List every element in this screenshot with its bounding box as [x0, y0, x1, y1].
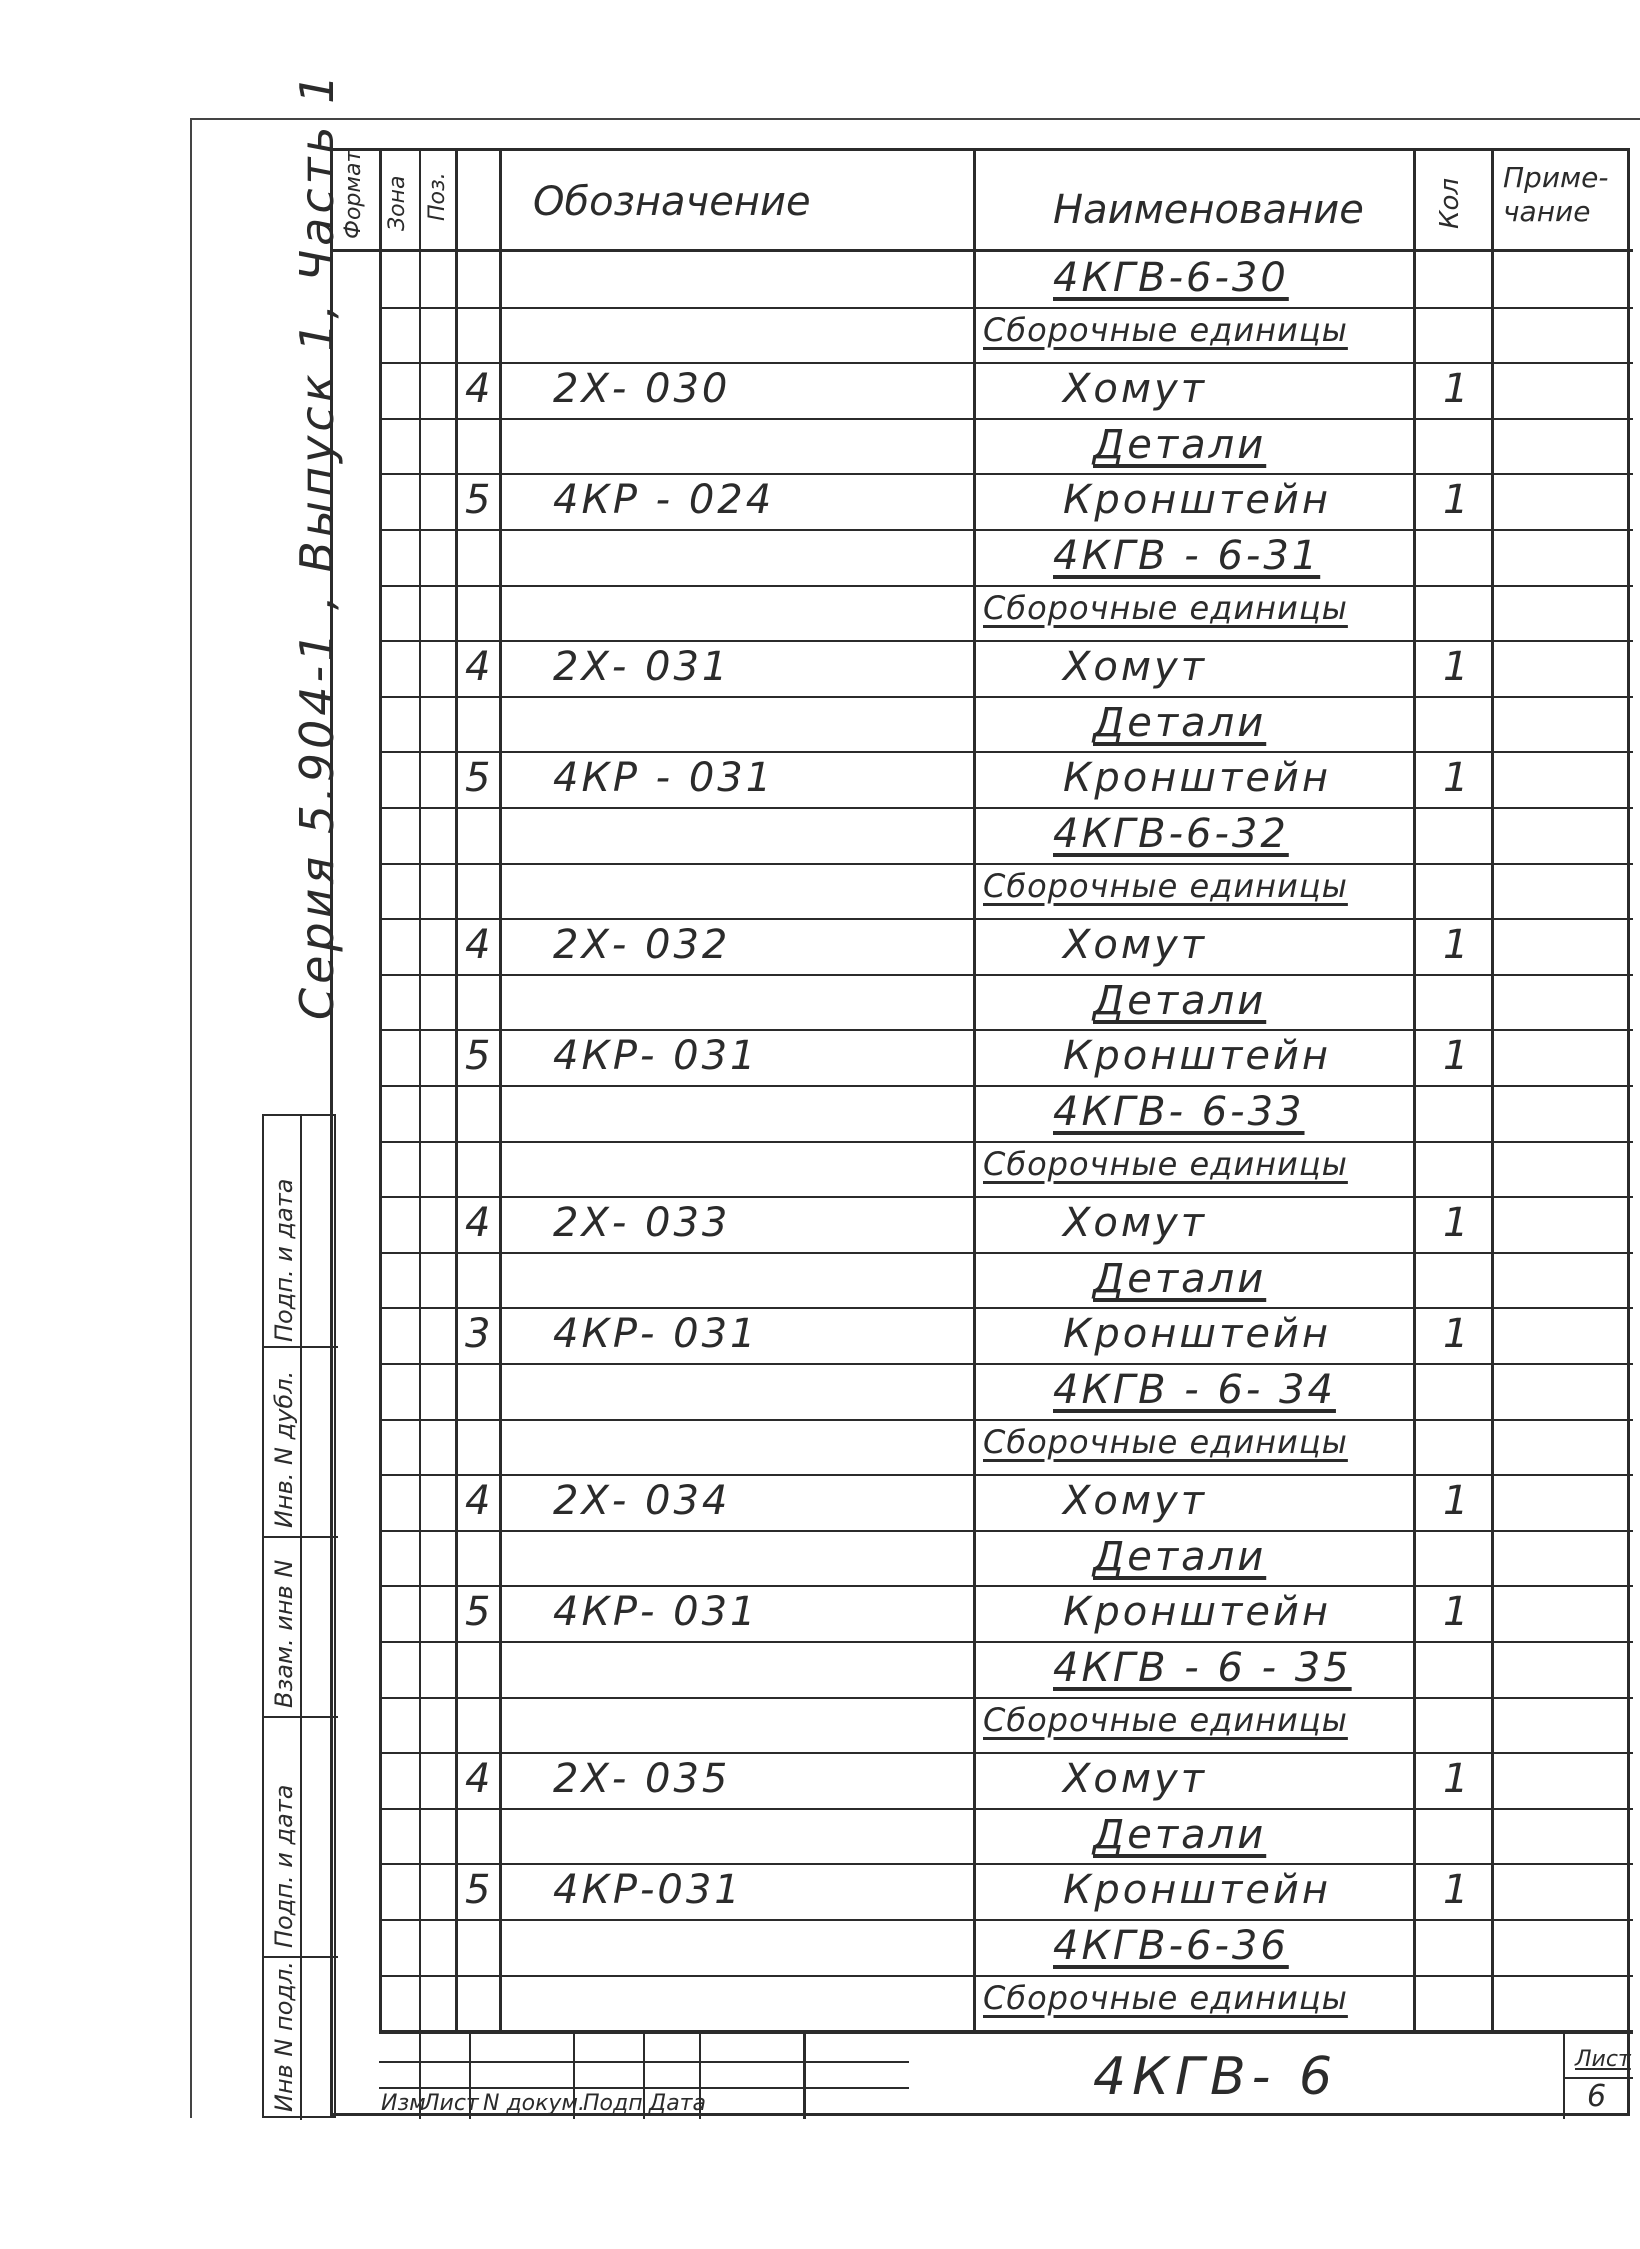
row-divider [379, 473, 1633, 475]
row-divider [379, 918, 1633, 920]
row-divider [379, 1419, 1633, 1421]
row-qty: 1 [1443, 755, 1472, 801]
row-name: Хомут [1063, 922, 1208, 968]
row-pos: 5 [465, 1589, 494, 1635]
row-divider [379, 807, 1633, 809]
row-name: Детали [1093, 422, 1267, 468]
row-name: Детали [1093, 1812, 1267, 1858]
header-bottom-line [333, 249, 1633, 252]
row-name: Хомут [1063, 1200, 1208, 1246]
row-name: 4КГВ-6-36 [1053, 1923, 1289, 1969]
tb-sheet-number: 6 [1587, 2079, 1607, 2114]
row-name: Детали [1093, 1256, 1267, 1302]
row-divider [379, 1252, 1633, 1254]
row-divider [379, 1975, 1633, 1977]
tb-col-sheet [1563, 2031, 1565, 2119]
side-split [300, 1116, 302, 2120]
row-designation: 2Х- 035 [553, 1756, 731, 1802]
row-divider [379, 696, 1633, 698]
row-divider [379, 1919, 1633, 1921]
tb-col-4 [643, 2031, 645, 2119]
row-divider [379, 1530, 1633, 1532]
row-designation: 2Х- 031 [553, 644, 731, 690]
row-divider [379, 1196, 1633, 1198]
row-name: Кронштейн [1063, 1589, 1332, 1635]
row-qty: 1 [1443, 1200, 1472, 1246]
col-line-format [379, 151, 382, 2031]
row-pos: 4 [465, 922, 494, 968]
row-name: 4КГВ - 6 - 35 [1053, 1645, 1352, 1691]
row-pos: 4 [465, 644, 494, 690]
col-line-qty [1413, 151, 1416, 2031]
col-line-name [973, 151, 976, 2031]
tb-col-6 [803, 2031, 806, 2119]
row-designation: 2Х- 033 [553, 1200, 731, 1246]
row-divider [379, 529, 1633, 531]
row-name: Хомут [1063, 644, 1208, 690]
row-divider [379, 418, 1633, 420]
row-divider [379, 1808, 1633, 1810]
row-divider [379, 307, 1633, 309]
row-name: 4КГВ-6-30 [1053, 255, 1289, 301]
row-qty: 1 [1443, 1478, 1472, 1524]
col-line-designation [499, 151, 502, 2031]
row-divider [379, 1697, 1633, 1699]
header-designation: Обозначение [533, 179, 811, 225]
row-divider [379, 1085, 1633, 1087]
row-designation: 4КР - 031 [553, 755, 775, 801]
row-divider [379, 863, 1633, 865]
header-zone: Зона [385, 175, 410, 231]
side-podp-data-1: Подп. и дата [270, 1178, 298, 1342]
row-pos: 5 [465, 1033, 494, 1079]
tb-podp: Подп [583, 2091, 643, 2116]
row-qty: 1 [1443, 1589, 1472, 1635]
row-pos: 3 [465, 1311, 494, 1357]
header-qty: Кол [1435, 178, 1465, 229]
col-line-note [1491, 151, 1494, 2031]
row-pos: 4 [465, 1478, 494, 1524]
row-name: Детали [1093, 700, 1267, 746]
tb-document-code: 4КГВ- 6 [1093, 2047, 1339, 2107]
row-qty: 1 [1443, 366, 1472, 412]
series-caption: Серия 5.904-1 , Выпуск 1, Часть 1 [290, 70, 344, 1020]
row-divider [379, 1752, 1633, 1754]
row-name: Сборочные единицы [983, 867, 1348, 905]
header-pos: Поз. [425, 172, 450, 221]
row-divider [379, 1641, 1633, 1643]
row-name: Кронштейн [1063, 1311, 1332, 1357]
row-name: Хомут [1063, 366, 1208, 412]
row-name: Детали [1093, 1534, 1267, 1580]
row-divider [379, 362, 1633, 364]
row-divider [379, 1363, 1633, 1365]
row-designation: 4КР- 031 [553, 1033, 759, 1079]
row-designation: 2Х- 030 [553, 366, 731, 412]
title-block-top-line [379, 2031, 1633, 2034]
tb-izm: Изм [381, 2091, 426, 2116]
row-divider [379, 585, 1633, 587]
row-name: Кронштейн [1063, 477, 1332, 523]
header-note: Приме- чание [1503, 161, 1609, 228]
spec-frame [330, 148, 1630, 2116]
row-name: Кронштейн [1063, 1867, 1332, 1913]
header-name: Наименование [1053, 187, 1364, 233]
row-name: 4КГВ - 6-31 [1053, 533, 1321, 579]
row-designation: 4КР - 024 [553, 477, 775, 523]
row-divider [379, 640, 1633, 642]
row-name: Хомут [1063, 1478, 1208, 1524]
row-name: Кронштейн [1063, 1033, 1332, 1079]
row-designation: 2Х- 032 [553, 922, 731, 968]
row-designation: 4КР- 031 [553, 1311, 759, 1357]
row-pos: 4 [465, 366, 494, 412]
row-name: Сборочные единицы [983, 1423, 1348, 1461]
row-pos: 4 [465, 1200, 494, 1246]
row-name: Кронштейн [1063, 755, 1332, 801]
col-line-zone [419, 151, 421, 2031]
row-name: 4КГВ-6-32 [1053, 811, 1289, 857]
row-qty: 1 [1443, 1311, 1472, 1357]
row-divider [379, 1029, 1633, 1031]
row-pos: 4 [465, 1756, 494, 1802]
row-divider [379, 1141, 1633, 1143]
side-stamp-block [262, 1114, 336, 2118]
row-name: Сборочные единицы [983, 1145, 1348, 1183]
tb-list: Лист [423, 2091, 479, 2116]
row-pos: 5 [465, 477, 494, 523]
row-name: 4КГВ- 6-33 [1053, 1089, 1305, 1135]
row-divider [379, 974, 1633, 976]
side-podp-data-2: Подп. и дата [270, 1784, 298, 1948]
row-designation: 4КР- 031 [553, 1589, 759, 1635]
side-inv-dubl: Инв. N дубл. [270, 1370, 298, 1528]
side-vzam-inv: Взам. инв N [270, 1559, 298, 1708]
row-qty: 1 [1443, 1867, 1472, 1913]
row-qty: 1 [1443, 644, 1472, 690]
side-inv-podl: Инв N подл. [270, 1961, 298, 2112]
row-divider [379, 1474, 1633, 1476]
header-format: Формат [341, 149, 366, 239]
row-name: Детали [1093, 978, 1267, 1024]
tb-data: Дата [649, 2091, 706, 2116]
tb-n-dokum: N докум. [483, 2091, 586, 2116]
row-name: 4КГВ - 6- 34 [1053, 1367, 1336, 1413]
row-divider [379, 1307, 1633, 1309]
row-name: Сборочные единицы [983, 1701, 1348, 1739]
row-pos: 5 [465, 1867, 494, 1913]
row-qty: 1 [1443, 477, 1472, 523]
row-name: Сборочные единицы [983, 1979, 1348, 2017]
row-qty: 1 [1443, 1756, 1472, 1802]
row-designation: 4КР-031 [553, 1867, 743, 1913]
row-name: Сборочные единицы [983, 589, 1348, 627]
tb-sheet-label: Лист [1575, 2047, 1631, 2072]
row-qty: 1 [1443, 1033, 1472, 1079]
row-designation: 2Х- 034 [553, 1478, 731, 1524]
row-qty: 1 [1443, 922, 1472, 968]
row-divider [379, 751, 1633, 753]
row-divider [379, 1863, 1633, 1865]
row-name: Сборочные единицы [983, 311, 1348, 349]
col-line-pos [455, 151, 458, 2031]
row-divider [379, 1585, 1633, 1587]
row-pos: 5 [465, 755, 494, 801]
row-name: Хомут [1063, 1756, 1208, 1802]
